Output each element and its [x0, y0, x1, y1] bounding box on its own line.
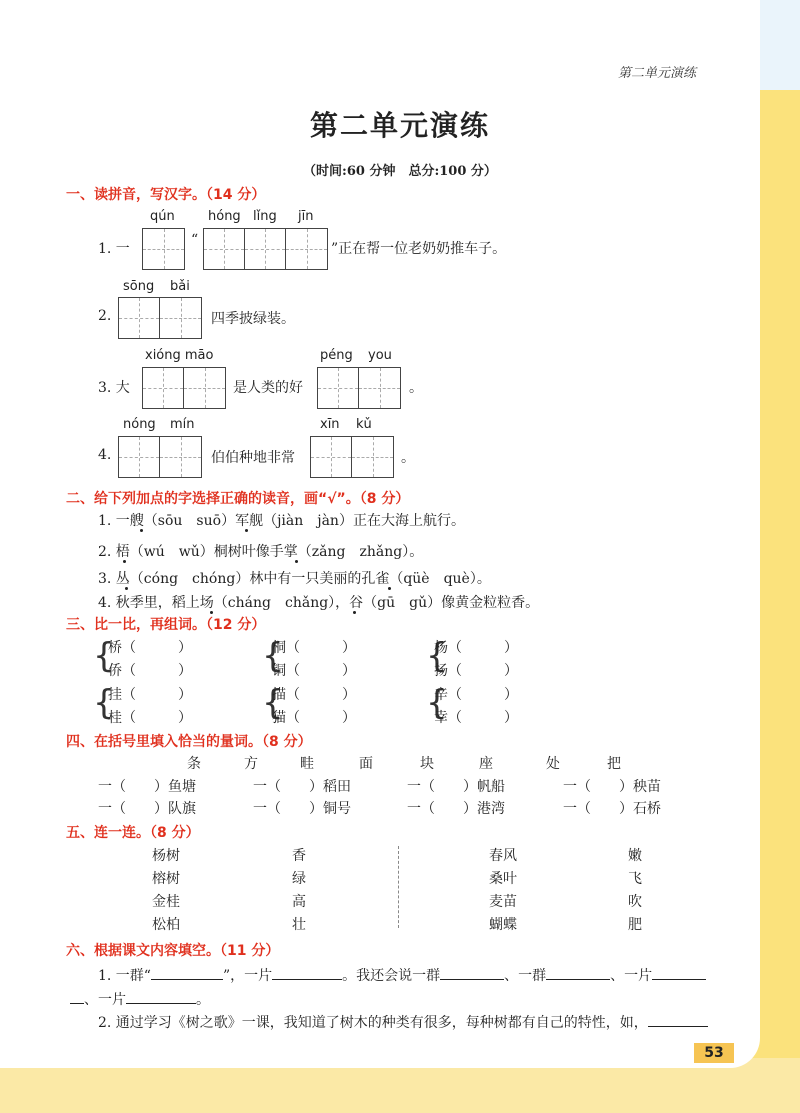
measure-word: 畦 — [300, 756, 314, 772]
match-word[interactable]: 金桂 — [152, 894, 180, 910]
match-word[interactable]: 飞 — [628, 871, 642, 887]
compare-item: 桐（ ） — [272, 640, 356, 656]
writing-grid[interactable] — [142, 367, 226, 409]
emphasis-dot — [353, 611, 356, 614]
fill-item: 一（ ）帆船 — [407, 779, 505, 795]
match-word[interactable]: 吹 — [628, 894, 642, 910]
answer-blank[interactable] — [546, 965, 610, 980]
pinyin: xīn — [320, 417, 340, 432]
emphasis-dot — [295, 560, 298, 563]
fill-sentence-1: 1. 一群“ ”，一片 。我还会说一群 、一群 、一片 — [98, 965, 706, 985]
match-word[interactable]: 壮 — [292, 917, 306, 933]
writing-grid[interactable] — [317, 367, 401, 409]
sentence-text: ”正在帮一位老奶奶推车子。 — [331, 241, 507, 257]
question-number: 3. 大 — [98, 380, 130, 396]
match-word[interactable]: 松柏 — [152, 917, 180, 933]
writing-grid[interactable] — [203, 228, 328, 270]
question-number: 4. — [98, 447, 112, 463]
question-number: 1. 一 — [98, 241, 130, 257]
pinyin: lǐng — [253, 209, 277, 224]
match-word[interactable]: 高 — [292, 894, 306, 910]
brace: { — [262, 683, 284, 723]
match-word[interactable]: 蝴蝶 — [489, 917, 517, 933]
measure-word: 条 — [187, 756, 201, 772]
pronunciation-item: 1. 一艘（sōu suō）军舰（jiàn jàn）正在大海上航行。 — [98, 513, 465, 529]
sentence-text: 是人类的好 — [233, 380, 303, 396]
fill-item: 一（ ）石桥 — [563, 801, 661, 817]
answer-blank[interactable] — [126, 989, 196, 1004]
exam-meta: （时间:60 分钟 总分:100 分） — [303, 164, 497, 179]
measure-word: 把 — [607, 756, 621, 772]
answer-blank[interactable] — [648, 1012, 708, 1027]
measure-word: 方 — [244, 756, 258, 772]
brace: { — [93, 683, 115, 723]
page-number: 53 — [694, 1043, 734, 1063]
pinyin: péng — [320, 348, 353, 363]
compare-item: 杨（ ） — [434, 640, 518, 656]
compare-item: 铜（ ） — [272, 663, 356, 679]
match-word[interactable]: 杨树 — [152, 848, 180, 864]
sentence-end: 。 — [409, 380, 423, 396]
measure-word: 处 — [546, 756, 560, 772]
match-word[interactable]: 桑叶 — [489, 871, 517, 887]
pinyin: jīn — [298, 209, 314, 224]
answer-blank[interactable] — [151, 965, 223, 980]
section-5-heading: 五、连一连。（8 分） — [66, 825, 200, 841]
answer-blank[interactable] — [652, 965, 706, 980]
match-word[interactable]: 绿 — [292, 871, 306, 887]
quote-mark: “ — [191, 232, 199, 248]
section-2-heading: 二、给下列加点的字选择正确的读音，画“√”。（8 分） — [66, 491, 410, 507]
match-word[interactable]: 榕树 — [152, 871, 180, 887]
writing-grid[interactable] — [310, 436, 394, 478]
pinyin: bǎi — [170, 279, 190, 294]
sentence-end: 。 — [401, 450, 415, 466]
brace: { — [93, 636, 115, 676]
compare-item: 侨（ ） — [108, 663, 192, 679]
compare-item: 描（ ） — [272, 687, 356, 703]
emphasis-dot — [388, 587, 391, 590]
answer-blank[interactable] — [70, 989, 84, 1004]
section-3-heading: 三、比一比，再组词。（12 分） — [66, 617, 266, 633]
pronunciation-item: 3. 丛（cóng chóng）林中有一只美丽的孔雀（qüè què）。 — [98, 571, 491, 587]
measure-word: 座 — [479, 756, 493, 772]
emphasis-dot — [245, 529, 248, 532]
compare-item: 辛（ ） — [434, 687, 518, 703]
sentence-text: 四季披绿装。 — [211, 311, 295, 327]
pinyin: xióng māo — [145, 348, 214, 363]
pinyin: hóng — [208, 209, 241, 224]
brace: { — [426, 683, 448, 723]
emphasis-dot — [123, 560, 126, 563]
writing-grid[interactable] — [118, 297, 202, 339]
compare-item: 幸（ ） — [434, 710, 518, 726]
question-number: 2. — [98, 308, 112, 324]
section-6-heading: 六、根据课文内容填空。（11 分） — [66, 943, 280, 959]
pronunciation-item: 4. 秋季里，稻上场（cháng chǎng），谷（gū gǔ）像黄金粒粒香。 — [98, 595, 540, 611]
compare-item: 桂（ ） — [108, 710, 192, 726]
column-divider — [398, 846, 399, 928]
compare-item: 扬（ ） — [434, 663, 518, 679]
match-word[interactable]: 香 — [292, 848, 306, 864]
match-word[interactable]: 肥 — [628, 917, 642, 933]
fill-sentence-1-cont: 、一片 。 — [70, 989, 210, 1009]
emphasis-dot — [125, 587, 128, 590]
section-1-heading: 一、读拼音，写汉字。（14 分） — [66, 187, 266, 203]
running-header: 第二单元演练 — [618, 66, 697, 81]
compare-item: 猫（ ） — [272, 710, 356, 726]
pinyin: qún — [150, 209, 175, 224]
page-title: 第二单元演练 — [309, 109, 490, 142]
measure-word: 面 — [359, 756, 373, 772]
fill-sentence-2: 2. 通过学习《树之歌》一课，我知道了树木的种类有很多，每种树都有自己的特性，如， — [98, 1012, 708, 1032]
answer-blank[interactable] — [272, 965, 342, 980]
pinyin: kǔ — [356, 417, 372, 432]
match-word[interactable]: 嫩 — [628, 848, 642, 864]
sentence-text: 伯伯种地非常 — [211, 450, 295, 466]
fill-item: 一（ ）鱼塘 — [98, 779, 196, 795]
fill-item: 一（ ）港湾 — [407, 801, 505, 817]
match-word[interactable]: 春风 — [489, 848, 517, 864]
fill-item: 一（ ）秧苗 — [563, 779, 661, 795]
fill-item: 一（ ）稻田 — [253, 779, 351, 795]
pinyin: sōng — [123, 279, 155, 294]
writing-grid[interactable] — [142, 228, 185, 270]
match-word[interactable]: 麦苗 — [489, 894, 517, 910]
fill-item: 一（ ）铜号 — [253, 801, 351, 817]
compare-item: 桥（ ） — [108, 640, 192, 656]
emphasis-dot — [140, 529, 143, 532]
section-4-heading: 四、在括号里填入恰当的量词。（8 分） — [66, 734, 312, 750]
brace: { — [426, 636, 448, 676]
fill-item: 一（ ）队旗 — [98, 801, 196, 817]
pinyin: mín — [170, 417, 195, 432]
pinyin: nóng — [123, 417, 156, 432]
compare-item: 挂（ ） — [108, 687, 192, 703]
brace: { — [262, 636, 284, 676]
answer-blank[interactable] — [440, 965, 504, 980]
measure-word: 块 — [420, 756, 434, 772]
writing-grid[interactable] — [118, 436, 202, 478]
pinyin: you — [368, 348, 392, 363]
pronunciation-item: 2. 梧（wú wǔ）桐树叶像手掌（zǎng zhǎng）。 — [98, 544, 424, 560]
